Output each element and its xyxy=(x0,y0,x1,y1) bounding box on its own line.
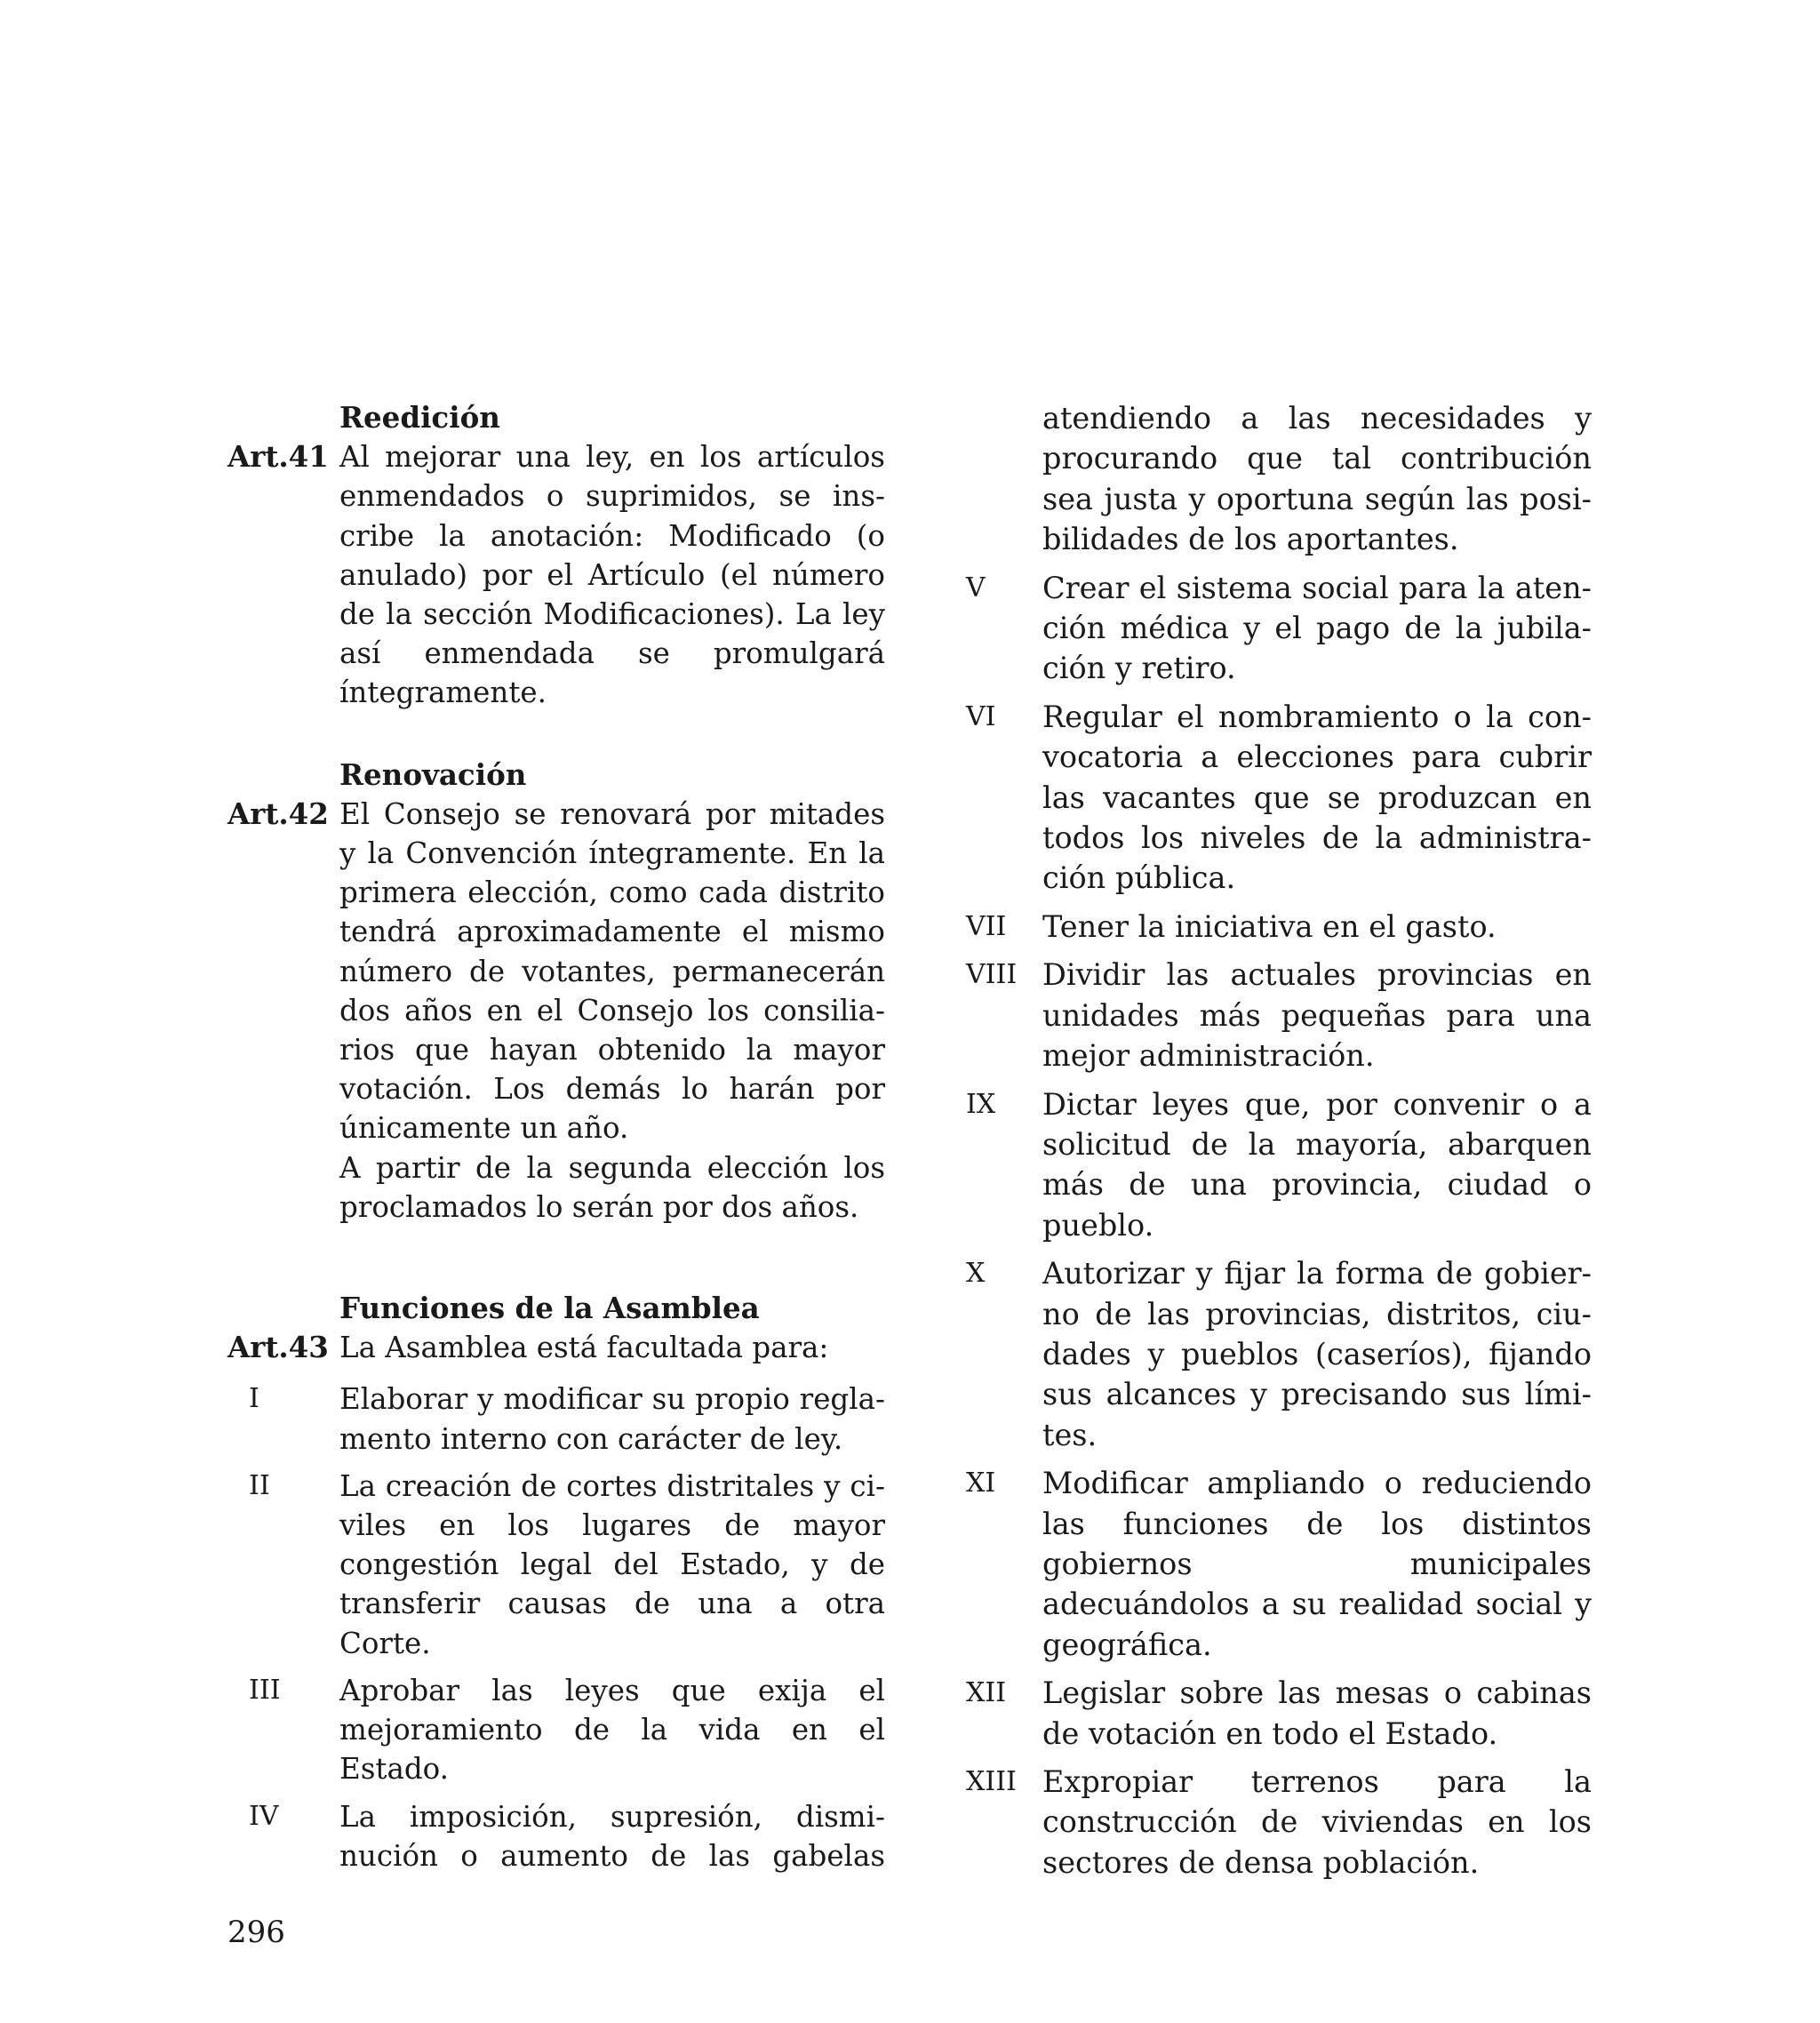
list-item xyxy=(228,1797,885,1875)
item-numeral: VI xyxy=(966,700,996,732)
article-body xyxy=(339,1328,885,1367)
item-text: Aprobar las leyes que exija el mejoramiento de la vida en el Estado. xyxy=(339,1673,885,1787)
article-body xyxy=(339,437,885,712)
item-numeral: XIII xyxy=(966,1766,1017,1797)
item-text: La creación de cortes distritales y civiles en los lugares de mayor congestión legal del Estado, y de transferir causas de una a otra Corte. xyxy=(339,1468,885,1660)
list-item xyxy=(945,955,1592,1075)
article-41 xyxy=(228,437,885,712)
article-text: El Consejo se renovará por mitades y la Convención íntegramente. En la primera elección, como cada distrito tendrá aproximadamente el mismo número de votantes, permanecerán dos años en el Consejo los consiliarios que hayan obtenido la mayor votación. Los demás lo harán por únicamente un año. xyxy=(339,796,885,1146)
list-item xyxy=(945,697,1592,899)
list-item xyxy=(945,1253,1592,1455)
item-numeral: VIII xyxy=(966,959,1018,991)
list-item-continuation xyxy=(945,398,1592,560)
item-text: Expropiar terrenos para la construcción de viviendas en los sectores de densa población. xyxy=(1042,1764,1592,1880)
item-numeral: X xyxy=(966,1258,986,1290)
item-numeral: VII xyxy=(966,910,1007,942)
list-item xyxy=(228,1671,885,1789)
item-numeral: IV xyxy=(249,1800,279,1832)
page-number: 296 xyxy=(228,1915,285,1950)
item-text: Elaborar y modificar su propio reglamento interno con carácter de ley. xyxy=(339,1382,885,1456)
article-text: Al mejorar una ley, en los artículos enmendados o suprimidos, se inscribe la anotación: Modificado (o anulado) por el Artículo (el número de la sección Modificaciones). La ley así enmendada se promulgará íntegramente. xyxy=(339,440,885,710)
item-text: Regular el nombramiento o la convocatoria a elecciones para cubrir las vacantes que se produzcan en todos los niveles de la administración pública. xyxy=(1042,699,1592,896)
list-item xyxy=(945,1673,1592,1754)
item-text: Crear el sistema social para la atención médica y el pago de la jubilación y retiro. xyxy=(1042,570,1592,686)
item-text: Dividir las actuales provincias en unidades más pequeñas para una mejor administración. xyxy=(1042,957,1592,1074)
item-numeral: II xyxy=(249,1469,270,1501)
section-heading-reedicion: Reedición xyxy=(339,400,500,435)
article-text: La Asamblea está facultada para: xyxy=(339,1331,829,1365)
list-item xyxy=(945,568,1592,689)
article-label: Art.42 xyxy=(228,796,329,831)
section-heading-renovacion: Renovación xyxy=(339,756,527,792)
item-numeral: XI xyxy=(966,1467,996,1499)
list-item xyxy=(945,907,1592,947)
item-text: Legislar sobre las mesas o cabinas de votación en todo el Estado. xyxy=(1042,1675,1592,1751)
article-text: A partir de la segunda elección los proclamados lo serán por dos años. xyxy=(339,1150,885,1224)
section-heading-funciones: Funciones de la Asamblea xyxy=(339,1291,760,1326)
article-label: Art.41 xyxy=(228,439,329,475)
list-item xyxy=(945,1762,1592,1883)
right-column-content xyxy=(945,398,1592,1883)
article-label: Art.43 xyxy=(228,1330,329,1365)
item-text: Dictar leyes que, por convenir o a solicitud de la mayoría, abarquen más de una provincia, ciudad o pueblo. xyxy=(1042,1086,1592,1243)
item-numeral: III xyxy=(249,1674,281,1706)
article-43 xyxy=(228,1328,885,1367)
article-42 xyxy=(228,795,885,1227)
right-column xyxy=(945,398,1592,1883)
item-text: atendiendo a las necesidades y procurando que tal contribución sea justa y oportuna según las posibilidades de los aportantes. xyxy=(1042,401,1592,557)
left-column xyxy=(228,398,885,1875)
item-text: Autorizar y fijar la forma de gobierno de las provincias, distritos, ciudades y pueblos (caseríos), fijando sus alcances y precisando sus límites. xyxy=(1042,1256,1592,1452)
list-item xyxy=(945,1084,1592,1246)
list-item xyxy=(228,1379,885,1458)
item-text: Tener la iniciativa en el gasto. xyxy=(1042,908,1497,944)
article-body xyxy=(339,795,885,1227)
item-text: Modificar ampliando o reduciendo las funciones de los distintos gobiernos municipales adecuándolos a su realidad social y geográfica. xyxy=(1042,1466,1592,1662)
list-item xyxy=(945,1463,1592,1665)
item-text: La imposición, supresión, disminución o aumento de las gabelas xyxy=(339,1799,885,1873)
item-numeral: I xyxy=(249,1383,259,1415)
item-numeral: V xyxy=(966,572,986,604)
item-numeral: XII xyxy=(966,1677,1007,1709)
left-column-content xyxy=(228,398,885,1875)
list-item xyxy=(228,1467,885,1663)
item-numeral: IX xyxy=(966,1088,996,1120)
